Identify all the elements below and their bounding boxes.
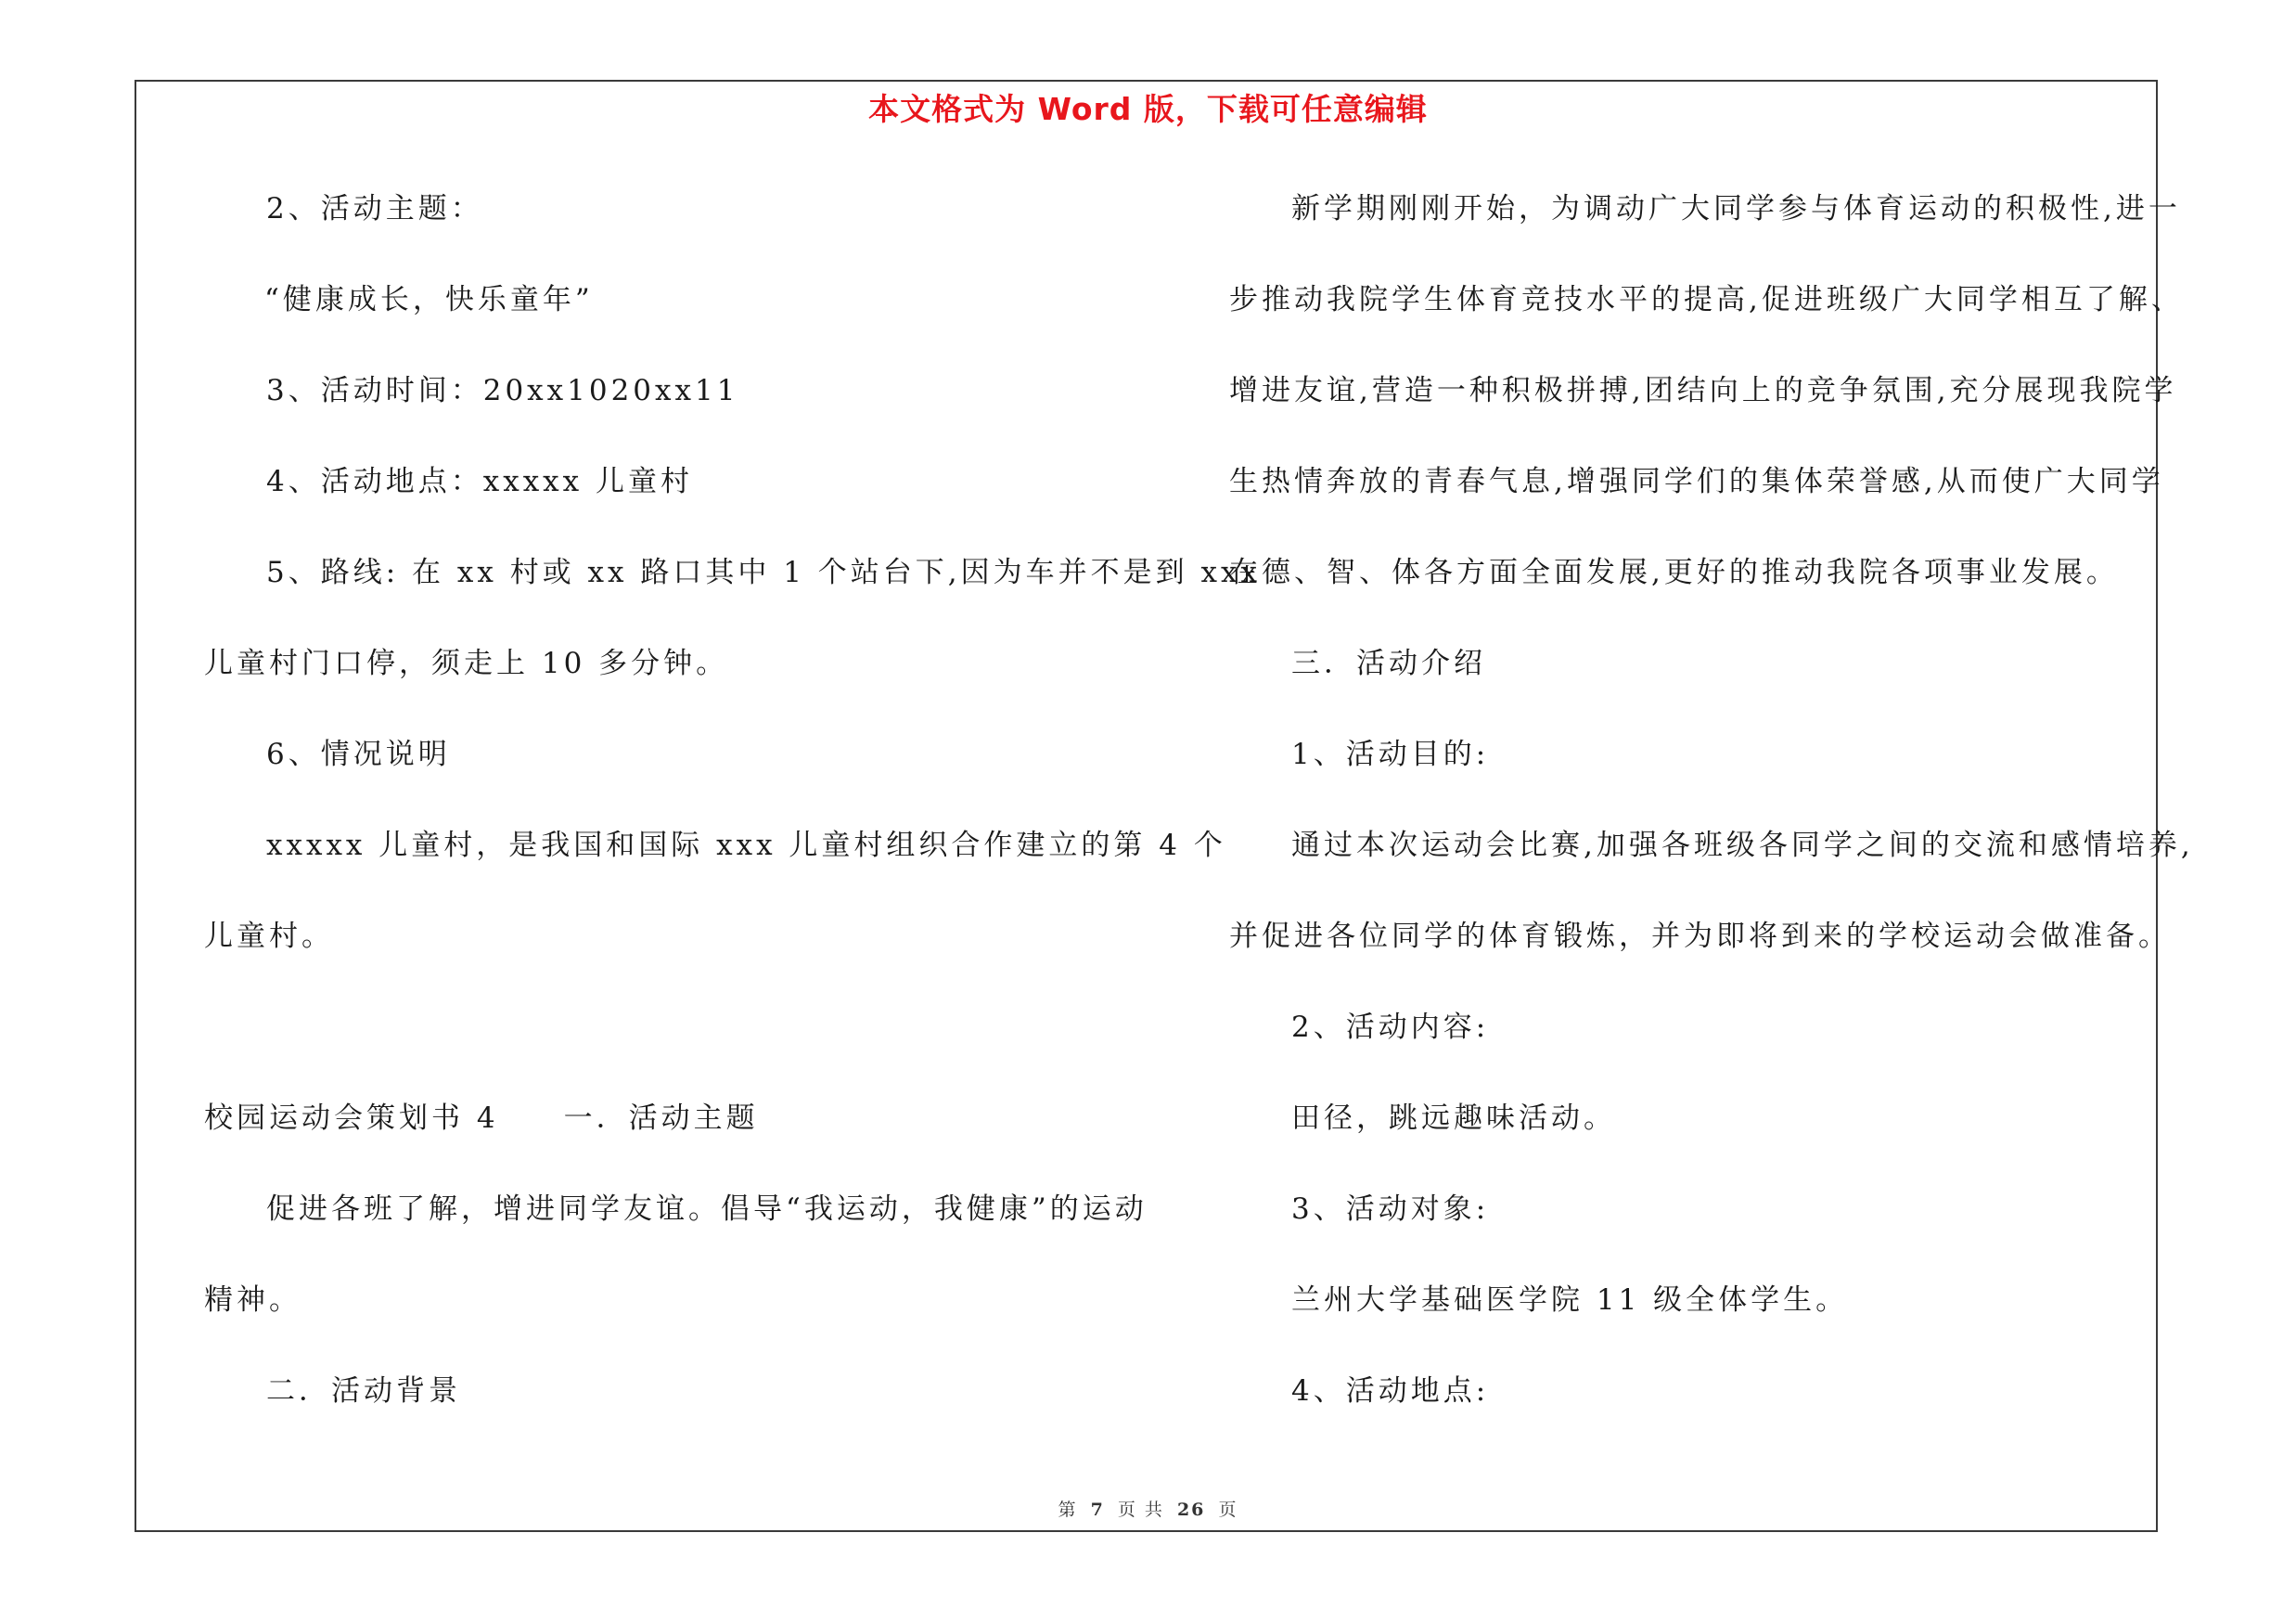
paragraph-line: 2、活动内容: xyxy=(1291,1011,1490,1044)
current-page-number: 7 xyxy=(1090,1500,1105,1520)
section-heading: 二．活动背景 xyxy=(266,1374,461,1408)
paragraph-line: “健康成长，快乐童年” xyxy=(264,283,594,316)
paragraph-line: 6、情况说明 xyxy=(266,738,451,771)
section-heading: 三．活动介绍 xyxy=(1291,647,1486,680)
footer-suffix: 页 xyxy=(1218,1500,1238,1520)
paragraph-line: 4、活动地点：xxxxx 儿童村 xyxy=(266,465,693,498)
paragraph-line: 2、活动主题： xyxy=(266,192,483,225)
footer-middle: 页 共 xyxy=(1117,1500,1164,1520)
paragraph-line: 4、活动地点: xyxy=(1291,1374,1490,1408)
paragraph-line: 3、活动时间：20xx1020xx11 xyxy=(266,374,739,407)
footer-prefix: 第 xyxy=(1058,1500,1078,1520)
paragraph-line: 新学期刚刚开始，为调动广大同学参与体育运动的积极性,进一 xyxy=(1291,192,2181,225)
paragraph-line: 5、路线: 在 xx 村或 xx 路口其中 1 个站台下,因为车并不是到 xxx xyxy=(266,556,1261,589)
paragraph-line: xxxxx 儿童村，是我国和国际 xxx 儿童村组织合作建立的第 4 个 xyxy=(266,829,1226,862)
page-number-footer xyxy=(0,1496,2296,1521)
paragraph-line: 精神。 xyxy=(204,1283,301,1317)
paragraph-line: 3、活动对象: xyxy=(1291,1192,1490,1226)
paragraph-line: 并促进各位同学的体育锻炼，并为即将到来的学校运动会做准备。 xyxy=(1229,920,2171,953)
paragraph-line: 步推动我院学生体育竞技水平的提高,促进班级广大同学相互了解、 xyxy=(1229,283,2184,316)
paragraph-line: 生热情奔放的青春气息,增强同学们的集体荣誉感,从而使广大同学 xyxy=(1229,465,2164,498)
paragraph-line: 儿童村。 xyxy=(204,920,334,953)
paragraph-line: 在德、智、体各方面全面发展,更好的推动我院各项事业发展。 xyxy=(1229,556,2119,589)
paragraph-line: 通过本次运动会比赛,加强各班级各同学之间的交流和感情培养, xyxy=(1291,829,2194,862)
section-heading: 校园运动会策划书 4 一．活动主题 xyxy=(204,1101,759,1135)
paragraph-line: 儿童村门口停，须走上 10 多分钟。 xyxy=(204,647,729,680)
paragraph-line: 增进友谊,营造一种积极拼搏,团结向上的竞争氛围,充分展现我院学 xyxy=(1229,374,2177,407)
paragraph-line: 1、活动目的: xyxy=(1291,738,1490,771)
paragraph-line: 促进各班了解，增进同学友谊。倡导“我运动，我健康”的运动 xyxy=(266,1192,1148,1226)
paragraph-line: 田径，跳远趣味活动。 xyxy=(1291,1101,1616,1135)
format-banner: 本文格式为 Word 版，下载可任意编辑 xyxy=(868,91,1428,127)
paragraph-line: 兰州大学基础医学院 11 级全体学生。 xyxy=(1291,1283,1849,1317)
total-page-number: 26 xyxy=(1176,1500,1206,1520)
